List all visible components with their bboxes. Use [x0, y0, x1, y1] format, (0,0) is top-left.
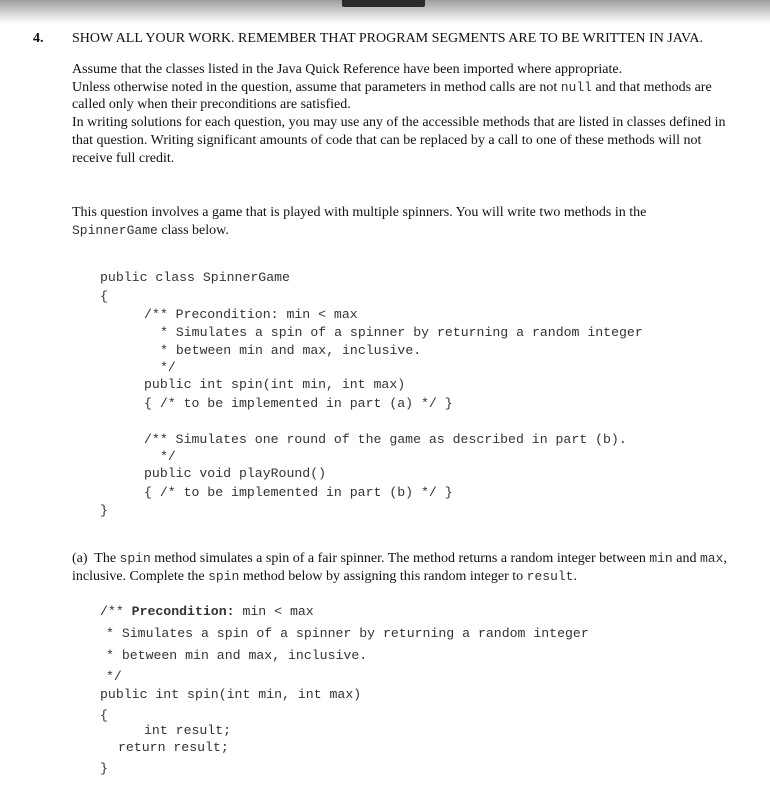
intro-text: This question involves a game that is played with multiple spinners. You will write two methods in the	[72, 205, 647, 220]
min-code: min	[649, 551, 673, 566]
part-a-text: method below by assigning this random integer to	[239, 568, 527, 584]
code-line: */	[106, 669, 122, 684]
result-code: result	[526, 568, 574, 584]
instruction-text: Unless otherwise noted in the question, assume that parameters in method calls are not	[72, 79, 561, 95]
max-code: max	[699, 551, 724, 566]
code-text: /**	[100, 604, 132, 619]
instruction-line-2	[72, 79, 734, 114]
null-code: null	[560, 79, 592, 95]
spin-code: spin	[208, 568, 240, 584]
part-a-text: method simulates a spin of a fair spinner. The method returns a random integer between	[150, 551, 650, 566]
instructions	[72, 61, 734, 167]
code-line: }	[100, 761, 108, 776]
code-line: public int spin(int min, int max)	[144, 377, 406, 392]
code-line: return result;	[118, 740, 229, 755]
part-a-paragraph	[72, 550, 732, 585]
code-line: public void playRound()	[144, 466, 327, 481]
code-line: { /* to be implemented in part (a) */ }	[144, 396, 453, 411]
code-line: { /* to be implemented in part (b) */ }	[144, 485, 453, 500]
instruction-text: and that methods are called only when their preconditions are satisfied.	[72, 79, 712, 113]
code-line: int result;	[144, 723, 232, 738]
code-line: */	[160, 449, 176, 464]
class-name-code: SpinnerGame	[72, 222, 158, 238]
code-line: * between min and max, inclusive.	[106, 648, 368, 663]
precondition-label: Precondition:	[131, 604, 235, 619]
part-a-label: (a)	[72, 551, 88, 566]
class-code-block	[100, 270, 740, 520]
code-line: /** Simulates one round of the game as described in part (b).	[144, 432, 627, 447]
code-line: public class SpinnerGame	[100, 270, 290, 285]
code-line: * between min and max, inclusive.	[160, 343, 422, 358]
code-line: }	[100, 503, 108, 518]
intro-paragraph	[72, 204, 734, 239]
code-line: */	[160, 360, 176, 375]
code-line: * Simulates a spin of a spinner by returning a random integer	[106, 626, 589, 641]
part-a-text: , inclusive. Complete the	[72, 551, 727, 584]
part-a-text: The	[87, 551, 120, 566]
instruction-line-3: In writing solutions for each question, you may use any of the accessible methods that are listed in classes defined in that question. Writing significant amounts of code that can be replaced by a call to one of these methods will not receive full credit.	[72, 115, 726, 166]
code-line: public int spin(int min, int max)	[100, 687, 362, 702]
code-line: * Simulates a spin of a spinner by returning a random integer	[160, 325, 643, 340]
question-heading: SHOW ALL YOUR WORK. REMEMBER THAT PROGRAM SEGMENTS ARE TO BE WRITTEN IN JAVA.	[72, 31, 703, 46]
code-text: min < max	[234, 604, 314, 619]
intro-text: class below.	[157, 222, 229, 238]
part-a-text: .	[573, 568, 577, 584]
code-line: {	[100, 289, 108, 304]
top-tab	[342, 0, 425, 7]
code-line	[100, 604, 314, 619]
part-a-text: and	[672, 551, 700, 566]
question-number: 4.	[33, 31, 44, 46]
spin-code: spin	[119, 551, 151, 566]
code-line: {	[100, 708, 108, 723]
code-line: /** Precondition: min < max	[144, 307, 358, 322]
instruction-line-1: Assume that the classes listed in the Java Quick Reference have been imported where appropriate.	[72, 62, 623, 77]
answer-code-block	[100, 604, 740, 784]
